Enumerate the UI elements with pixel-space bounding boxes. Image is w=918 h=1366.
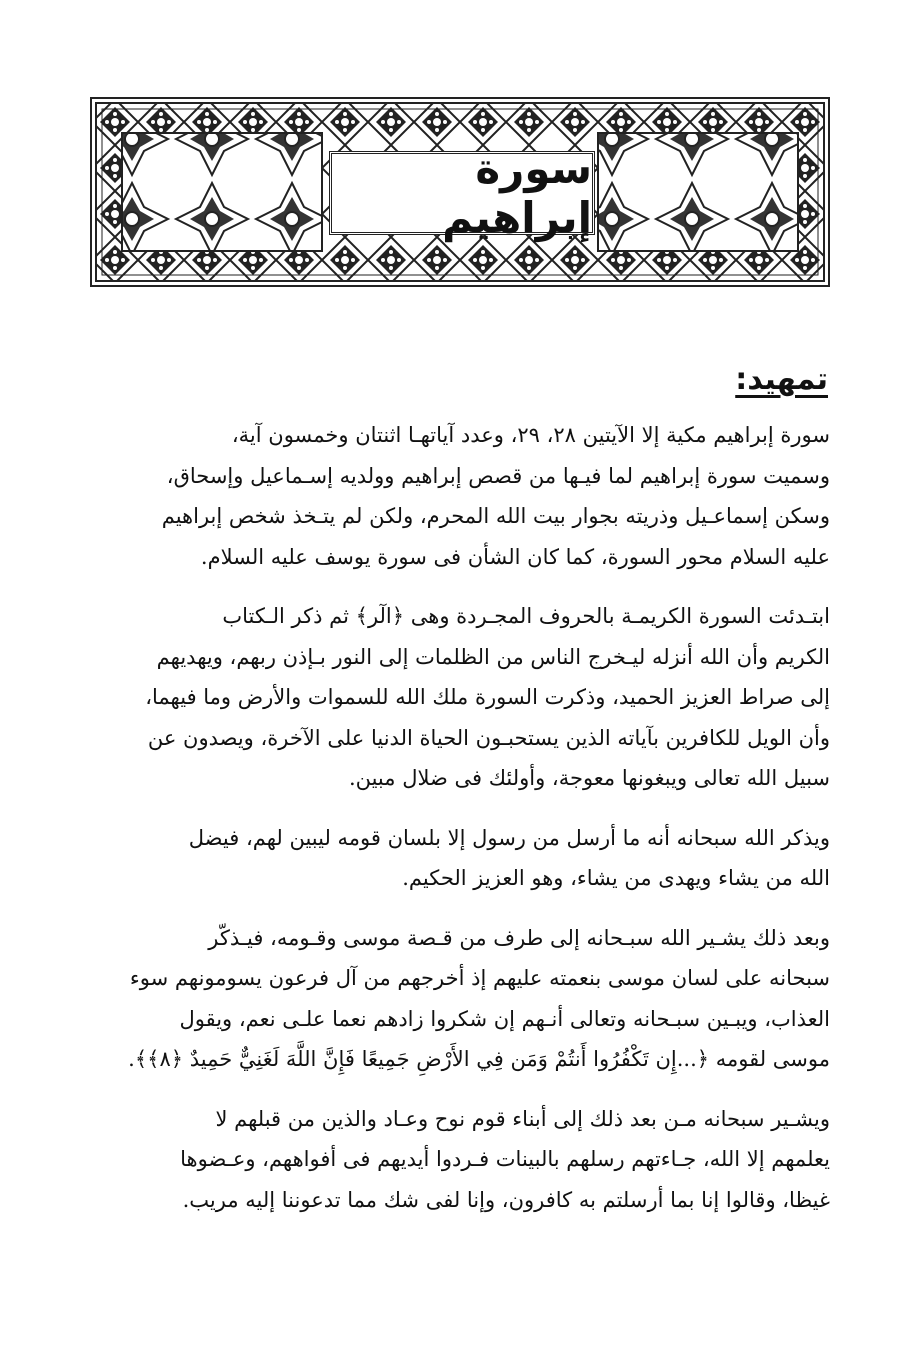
text-line: وبعد ذلك يشـير الله سبـحانه إلى طرف من قـصة موسى وقـومه، فيـذكّر <box>208 925 830 950</box>
text-line: ويشـير سبحانه مـن بعد ذلك إلى أبناء قوم نوح وعـاد والذين من قبلهم لا <box>215 1106 830 1131</box>
text-line: وسكن إسماعـيل وذريته بجوار بيت الله المحرم، ولكن لم يتـخذ شخص إبراهيم <box>161 504 830 528</box>
text-line: موسى لقومه ﴿...إِن تَكْفُرُوا أَنتُمْ وَمَن فِي الأَرْضِ جَمِيعًا فَإِنَّ اللَّهَ لَغَنِيٌّ حَمِيدٌ ﴿٨﴾﴾. <box>128 1047 830 1071</box>
surah-title-box <box>329 144 595 242</box>
text-line: سورة إبراهيم مكية إلا الآيتين ٢٨، ٢٩، وعدد آياتهـا اثنتان وخمسون آية، <box>231 423 830 447</box>
text-line: الله من يشاء ويهدى من يشاء، وهو العزيز الحكيم. <box>402 866 830 890</box>
text-line: ابتـدئت السورة الكريمـة بالحروف المجـردة وهى ﴿الٓر﴾ ثم ذكر الـكتاب <box>222 604 830 628</box>
text-line: الكريم وأن الله أنزله ليـخرج الناس من الظلمات إلى النور بـإذن ربهم، ويهديهم <box>156 644 830 669</box>
text-line: عليه السلام محور السورة، كما كان الشأن فى سورة يوسف عليه السلام. <box>200 544 830 569</box>
text-line: غيظا، وقالوا إنا بما أرسلتم به كافرون، وإنا لفى شك مما تدعوننا إليه مريب. <box>182 1187 830 1212</box>
paragraph <box>78 1099 830 1221</box>
body-text <box>78 415 830 1239</box>
section-heading: تمهيد: <box>735 362 828 397</box>
paragraph <box>78 818 830 899</box>
text-line: العذاب، ويبـين سبـحانه وتعالى أنـهم إن شكروا زادهم نعما علـى نعم، ويقول <box>179 1006 830 1031</box>
text-line: وسميت سورة إبراهيم لما فيـها من قصص إبراهيم وولديه إسـماعيل وإسحاق، <box>166 463 830 488</box>
surah-header-banner <box>90 97 830 287</box>
text-line: وأن الويل للكافرين بآياته الذين يستحبـون الحياة الدنيا على الآخرة، ويصدون عن <box>147 725 830 750</box>
surah-title: سورة إبراهيم <box>442 144 592 242</box>
text-line: ويذكر الله سبحانه أنه ما أرسل من رسول إلا بلسان قومه ليبين لهم، فيضل <box>188 825 830 850</box>
text-line: سبيل الله تعالى ويبغونها معوجة، وأولئك فى ضلال مبين. <box>348 766 830 790</box>
text-line: يعلمهم إلا الله، جـاءتهم رسلهم بالبينات فـردوا أيديهم فى أفواههم، وعـضوها <box>180 1147 830 1171</box>
text-line: إلى صراط العزيز الحميد، وذكرت السورة ملك الله للسموات والأرض وما فيهما، <box>145 685 830 709</box>
paragraph <box>78 415 830 577</box>
paragraph <box>78 596 830 799</box>
paragraph <box>78 918 830 1080</box>
text-line: سبحانه على لسان موسى بنعمته عليهم إذ أخرجهم من آل فرعون يسومونهم سوء <box>129 966 830 990</box>
